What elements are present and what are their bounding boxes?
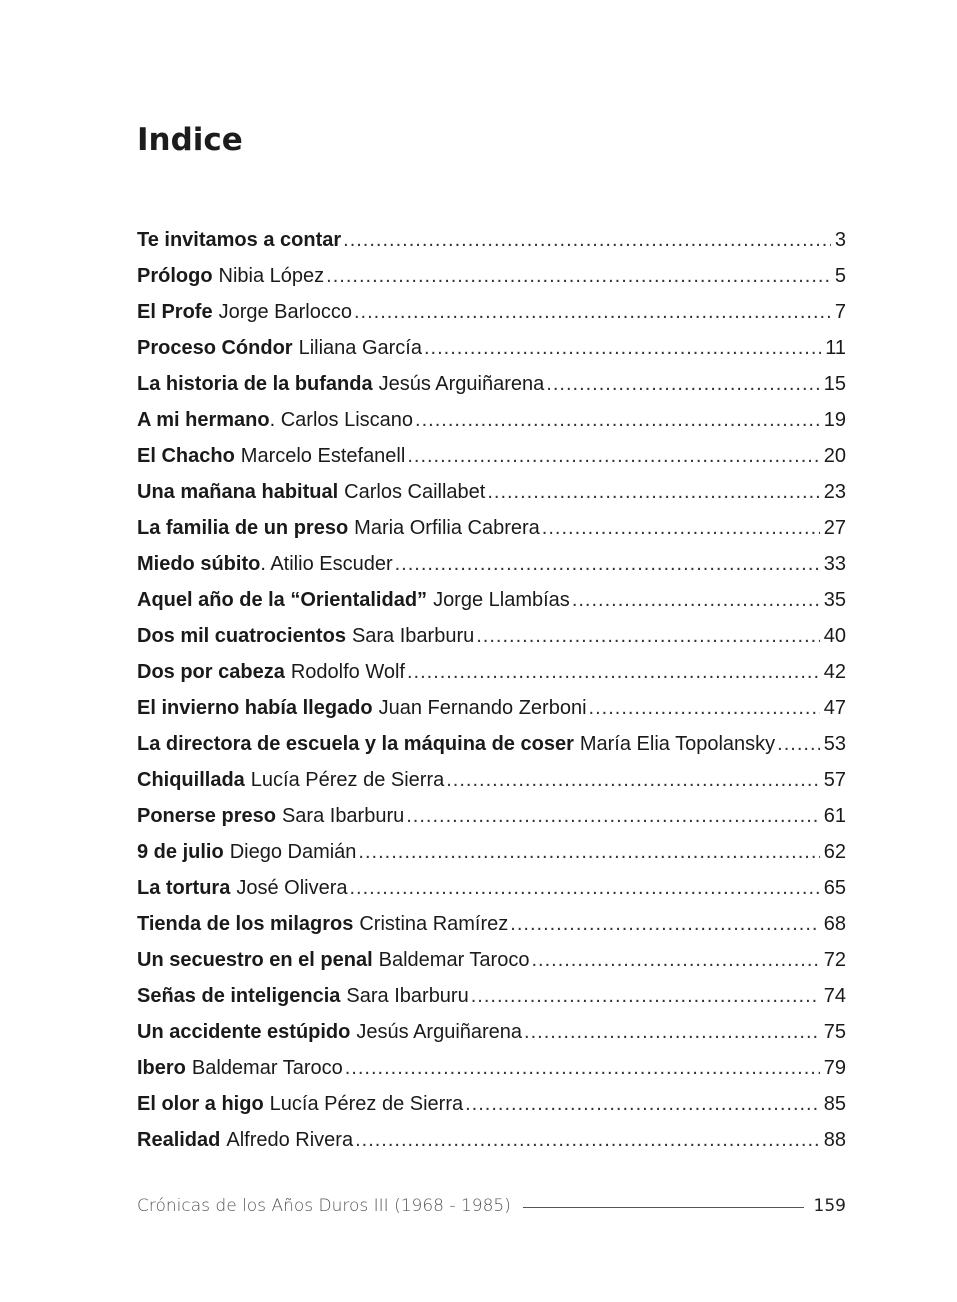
toc-entry-page: 15 (823, 373, 846, 395)
toc-entry-page: 79 (823, 1057, 846, 1079)
toc-entry (137, 798, 846, 834)
toc-entry-author: Sara Ibarburu (346, 985, 469, 1007)
footer-page-number: 159 (813, 1196, 846, 1216)
toc-entry (137, 870, 846, 906)
toc-entry-title: Dos mil cuatrocientos (137, 625, 346, 647)
toc-entry-author: José Olivera (236, 877, 348, 899)
toc-dot-leader (355, 1122, 820, 1158)
toc-dot-leader (345, 1050, 820, 1086)
footer-rule (523, 1207, 804, 1208)
toc-entry-title: La tortura (137, 877, 231, 899)
toc-entry (137, 906, 846, 942)
toc-entry-title: Realidad (137, 1129, 221, 1151)
toc-entry-page: 61 (823, 805, 846, 827)
toc-entry-page: 62 (823, 841, 846, 863)
toc-dot-leader (510, 906, 819, 942)
toc-entry-title: Ibero (137, 1057, 186, 1079)
toc-entry (137, 1122, 846, 1158)
toc-entry-page: 27 (823, 517, 846, 539)
toc-dot-leader (476, 618, 820, 654)
toc-dot-leader (542, 510, 820, 546)
toc-entry-page: 68 (823, 913, 846, 935)
toc-entry-title: Un secuestro en el penal (137, 949, 373, 971)
toc-entry (137, 690, 846, 726)
toc-dot-leader (589, 690, 820, 726)
toc-entry-author: Alfredo Rivera (226, 1129, 354, 1151)
toc-entry-page: 11 (825, 337, 846, 359)
toc-entry-author: Carlos Caillabet (344, 481, 486, 503)
toc-entry-title: Una mañana habitual (137, 481, 339, 503)
toc-entry-title: El Chacho (137, 445, 235, 467)
toc-entry-author: María Elia Topolansky (579, 733, 776, 755)
toc-entry-author: . Carlos Liscano (269, 409, 414, 431)
toc-entry (137, 978, 846, 1014)
toc-entry (137, 222, 846, 258)
toc-entry-page: 57 (823, 769, 846, 791)
toc-entry-page: 23 (823, 481, 846, 503)
toc-dot-leader (415, 402, 820, 438)
toc-dot-leader (395, 546, 820, 582)
toc-dot-leader (407, 438, 819, 474)
toc-dot-leader (465, 1086, 820, 1122)
toc-entry-page: 19 (823, 409, 846, 431)
toc-entry-title: Aquel año de la “Orientalidad” (137, 589, 428, 611)
toc-entry-author: Liliana García (298, 337, 422, 359)
toc-dot-leader (350, 870, 820, 906)
toc-dot-leader (524, 1014, 820, 1050)
toc-entry-title: A mi hermano (137, 409, 270, 431)
toc-dot-leader (446, 762, 820, 798)
toc-entry (137, 726, 846, 762)
toc-entry-author: Jorge Barlocco (218, 301, 352, 323)
toc-entry-author: Lucía Pérez de Sierra (250, 769, 445, 791)
toc-entry (137, 546, 846, 582)
toc-entry-title: Chiquillada (137, 769, 245, 791)
toc-entry-author: Rodolfo Wolf (290, 661, 405, 683)
toc-dot-leader (343, 222, 831, 258)
toc-entry-title: 9 de julio (137, 841, 224, 863)
toc-entry-author: Sara Ibarburu (351, 625, 475, 647)
toc-entry-title: Miedo súbito (137, 553, 261, 575)
toc-entry (137, 618, 846, 654)
toc-entry-title: La familia de un preso (137, 517, 349, 539)
toc-entry-author: Jesús Arguiñarena (378, 373, 545, 395)
toc-entry-title: Prólogo (137, 265, 213, 287)
toc-dot-leader (358, 834, 819, 870)
toc-entry-title: El invierno había llegado (137, 697, 373, 719)
toc-entry-page: 35 (823, 589, 846, 611)
toc-dot-leader (354, 294, 831, 330)
toc-entry-author: Maria Orfilia Cabrera (354, 517, 540, 539)
page-title: Indice (137, 122, 243, 158)
toc-entry-title: El olor a higo (137, 1093, 264, 1115)
toc-dot-leader (326, 258, 831, 294)
toc-entry-page: 75 (823, 1021, 846, 1043)
toc-entry-author: Nibia López (218, 265, 325, 287)
page-footer (137, 1196, 846, 1216)
toc-entry-author: Baldemar Taroco (378, 949, 530, 971)
toc-entry-page: 5 (834, 265, 846, 287)
toc-entry-title: La historia de la bufanda (137, 373, 373, 395)
toc-dot-leader (546, 366, 819, 402)
toc-entry-page: 53 (823, 733, 846, 755)
toc-entry (137, 1050, 846, 1086)
toc-entry (137, 510, 846, 546)
toc-entry (137, 582, 846, 618)
toc-entry-author: Diego Damián (229, 841, 357, 863)
toc-entry (137, 834, 846, 870)
toc-dot-leader (572, 582, 820, 618)
toc-dot-leader (406, 798, 820, 834)
toc-entry-title: Tienda de los milagros (137, 913, 354, 935)
toc-entry-title: Dos por cabeza (137, 661, 285, 683)
footer-book-title: Crónicas de los Años Duros III (1968 - 1985) (137, 1196, 511, 1216)
toc-entry-title: Un accidente estúpido (137, 1021, 351, 1043)
toc-entry (137, 654, 846, 690)
toc-entry-page: 47 (823, 697, 846, 719)
toc-entry-title: La directora de escuela y la máquina de coser (137, 733, 574, 755)
toc-entry (137, 402, 846, 438)
toc-entry (137, 330, 846, 366)
toc-dot-leader (407, 654, 820, 690)
toc-entry-author: Cristina Ramírez (359, 913, 509, 935)
toc-entry-page: 42 (823, 661, 846, 683)
toc-entry (137, 1086, 846, 1122)
toc-entry (137, 366, 846, 402)
toc-entry (137, 294, 846, 330)
toc-entry-page: 65 (823, 877, 846, 899)
toc-entry-page: 20 (823, 445, 846, 467)
toc-entry (137, 1014, 846, 1050)
toc-entry-page: 7 (834, 301, 846, 323)
toc-entry-title: Ponerse preso (137, 805, 276, 827)
toc-entry-page: 33 (823, 553, 846, 575)
toc-dot-leader (777, 726, 820, 762)
toc-entry-page: 85 (823, 1093, 846, 1115)
toc-entry-title: Señas de inteligencia (137, 985, 341, 1007)
toc-entry (137, 762, 846, 798)
toc-entry-page: 72 (823, 949, 846, 971)
toc-entry-page: 88 (823, 1129, 846, 1151)
toc-entry-author: Lucía Pérez de Sierra (269, 1093, 464, 1115)
toc-dot-leader (424, 330, 821, 366)
toc-entry-page: 74 (823, 985, 846, 1007)
toc-entry-author: Jorge Llambías (433, 589, 570, 611)
toc-entry-title: Proceso Cóndor (137, 337, 293, 359)
toc-entry-title: Te invitamos a contar (137, 229, 342, 251)
toc-entry-author: Juan Fernando Zerboni (378, 697, 587, 719)
toc-dot-leader (531, 942, 819, 978)
toc-entry (137, 258, 846, 294)
toc-entry-author: Sara Ibarburu (281, 805, 405, 827)
toc-entry-title: El Profe (137, 301, 213, 323)
toc-entry-author: Baldemar Taroco (191, 1057, 343, 1079)
toc-entry (137, 438, 846, 474)
toc-dot-leader (471, 978, 820, 1014)
toc-entry-page: 40 (823, 625, 846, 647)
toc-entry-author: . Atilio Escuder (260, 553, 393, 575)
table-of-contents (137, 222, 846, 1158)
toc-dot-leader (487, 474, 819, 510)
toc-entry (137, 942, 846, 978)
toc-entry-author: Jesús Arguiñarena (356, 1021, 523, 1043)
toc-entry (137, 474, 846, 510)
toc-entry-page: 3 (834, 229, 846, 251)
toc-entry-author: Marcelo Estefanell (240, 445, 406, 467)
